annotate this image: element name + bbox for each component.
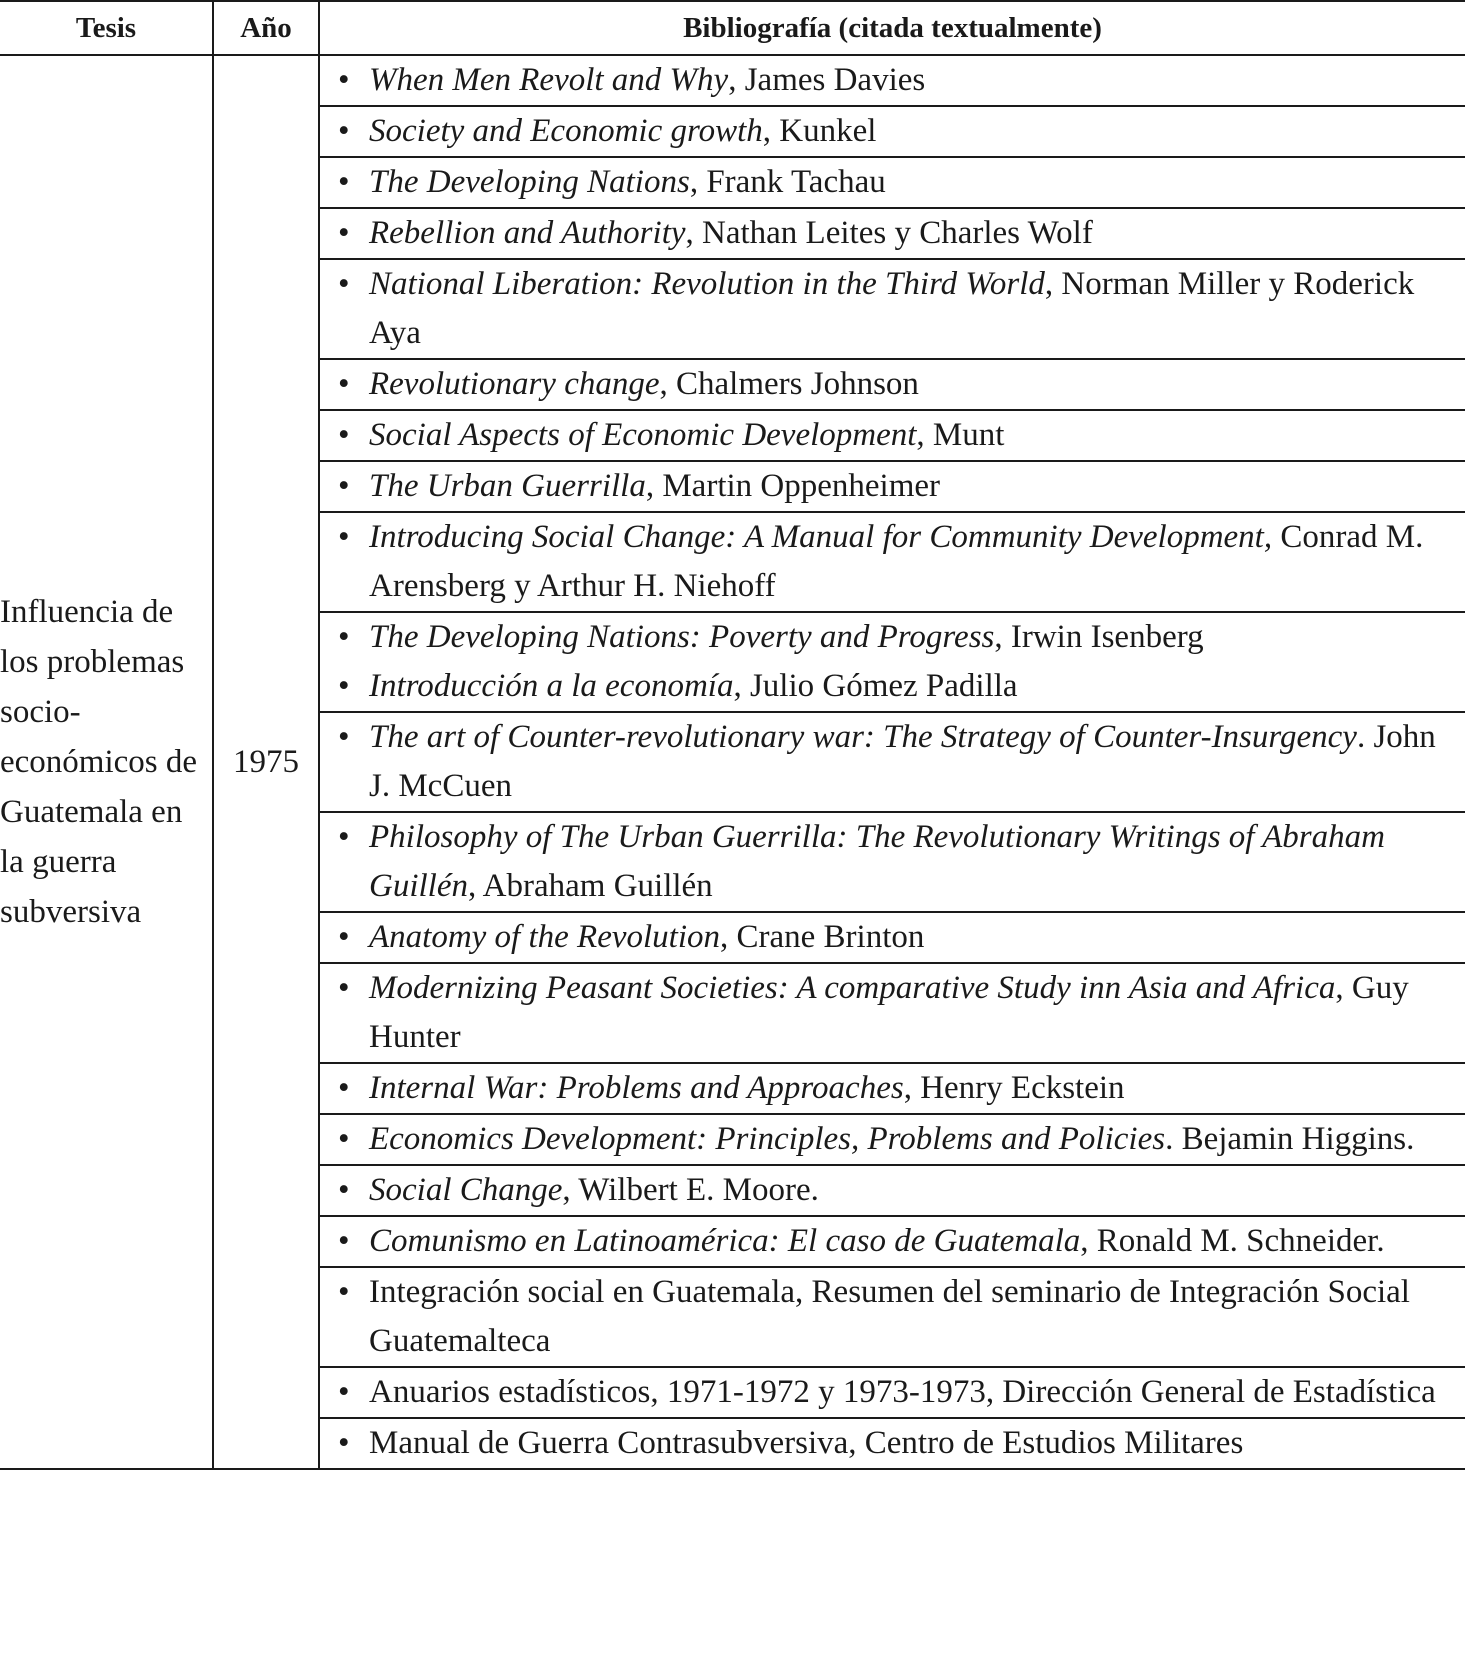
reference-cell [319, 812, 1465, 912]
reference-cell [319, 359, 1465, 410]
table-row [0, 55, 1465, 106]
reference-cell [319, 157, 1465, 208]
header-anio: Año [213, 1, 319, 55]
reference-cell [319, 1418, 1465, 1469]
reference-title: Economics Development: Principles, Problems and Policies [369, 1121, 1166, 1157]
reference-cell [319, 461, 1465, 512]
reference-author: , Munt [916, 417, 1005, 453]
reference-cell [319, 208, 1465, 259]
reference-author: , Martin Oppenheimer [645, 468, 941, 504]
reference-item [320, 1166, 1465, 1215]
reference-item [320, 462, 1465, 511]
reference-title: Anatomy of the Revolution [369, 919, 720, 955]
reference-cell [319, 612, 1465, 712]
table-body [0, 55, 1465, 1469]
reference-cell [319, 55, 1465, 106]
reference-author: , Abraham Guillén [467, 868, 713, 904]
reference-cell [319, 410, 1465, 461]
reference-item [320, 158, 1465, 207]
reference-item [320, 260, 1465, 358]
reference-item [320, 813, 1465, 911]
reference-title: Comunismo en Latinoamérica: El caso de Guatemala [369, 1223, 1081, 1259]
reference-author: Conrad M. Arensberg y Arthur H. Niehoff [369, 519, 1424, 604]
reference-author: , Crane Brinton [720, 919, 925, 955]
reference-author: , Irwin Isenberg [994, 619, 1204, 655]
reference-item [320, 913, 1465, 962]
reference-author: , Chalmers Johnson [659, 366, 919, 402]
reference-item [320, 613, 1465, 662]
reference-title: When Men Revolt and Why [369, 62, 729, 98]
reference-cell [319, 1216, 1465, 1267]
reference-item [320, 411, 1465, 460]
reference-cell [319, 1114, 1465, 1165]
reference-item [320, 1368, 1465, 1417]
reference-author: , Nathan Leites y Charles Wolf [685, 215, 1093, 251]
reference-author: , Ronald M. Schneider. [1080, 1223, 1385, 1259]
reference-author: Anuarios estadísticos, 1971-1972 y 1973-1973, Dirección General de Estadística [369, 1374, 1436, 1410]
header-tesis: Tesis [0, 1, 213, 55]
reference-item [320, 1064, 1465, 1113]
reference-item [320, 713, 1465, 811]
reference-title: The Developing Nations [369, 164, 690, 200]
reference-title: Internal War: Problems and Approaches [369, 1070, 904, 1106]
header-bibliografia: Bibliografía (citada textualmente) [319, 1, 1465, 55]
reference-item [320, 1115, 1465, 1164]
reference-cell [319, 912, 1465, 963]
reference-author: . Bejamin Higgins. [1165, 1121, 1415, 1157]
tesis-cell: Influencia de los problemas socio-económicos de Guatemala en la guerra subversiva [0, 55, 213, 1469]
reference-cell [319, 1063, 1465, 1114]
reference-title: Social Change [369, 1172, 563, 1208]
reference-item [320, 1217, 1465, 1266]
reference-author: , Kunkel [762, 113, 877, 149]
reference-title: Philosophy of The Urban Guerrilla: The Revolutionary Writings of Abraham Guillén [369, 819, 1385, 904]
reference-title: Rebellion and Authority [369, 215, 686, 251]
reference-cell [319, 512, 1465, 612]
reference-item [320, 360, 1465, 409]
reference-cell [319, 1267, 1465, 1367]
reference-author: , Frank Tachau [689, 164, 886, 200]
reference-item [320, 1419, 1465, 1468]
reference-cell [319, 106, 1465, 157]
reference-item [320, 662, 1465, 711]
reference-item [320, 964, 1465, 1062]
reference-item [320, 56, 1465, 105]
reference-title: Introducing Social Change: A Manual for Community Development, [369, 519, 1273, 555]
reference-author: . John J. McCuen [369, 719, 1436, 804]
anio-cell: 1975 [213, 55, 319, 1469]
header-row [0, 1, 1465, 55]
reference-author: , Norman Miller y Roderick Aya [369, 266, 1415, 351]
reference-title: National Liberation: Revolution in the Third World [369, 266, 1045, 302]
reference-item [320, 209, 1465, 258]
reference-author: , Julio Gómez Padilla [733, 668, 1018, 704]
reference-item [320, 1268, 1465, 1366]
reference-title: The art of Counter-revolutionary war: The Strategy of Counter-Insurgency [369, 719, 1357, 755]
reference-cell [319, 712, 1465, 812]
reference-cell [319, 259, 1465, 359]
reference-title: The Developing Nations: Poverty and Progress [369, 619, 995, 655]
reference-cell [319, 1165, 1465, 1216]
reference-title: Introducción a la economía [369, 668, 734, 704]
reference-title: Society and Economic growth [369, 113, 763, 149]
reference-cell [319, 1367, 1465, 1418]
reference-cell [319, 963, 1465, 1063]
reference-title: Revolutionary change [369, 366, 660, 402]
reference-author: , Guy Hunter [369, 970, 1409, 1055]
reference-title: Social Aspects of Economic Development [369, 417, 917, 453]
reference-item [320, 513, 1465, 611]
reference-author: , James Davies [728, 62, 926, 98]
reference-title: Modernizing Peasant Societies: A comparative Study inn Asia and Africa [369, 970, 1336, 1006]
reference-author: , Wilbert E. Moore. [562, 1172, 819, 1208]
reference-author: Manual de Guerra Contrasubversiva, Centro de Estudios Militares [369, 1425, 1244, 1461]
reference-author: Integración social en Guatemala, Resumen del seminario de Integración Social Guatemalteca [369, 1274, 1410, 1359]
reference-author: , Henry Eckstein [903, 1070, 1125, 1106]
reference-item [320, 107, 1465, 156]
reference-title: The Urban Guerrilla [369, 468, 646, 504]
